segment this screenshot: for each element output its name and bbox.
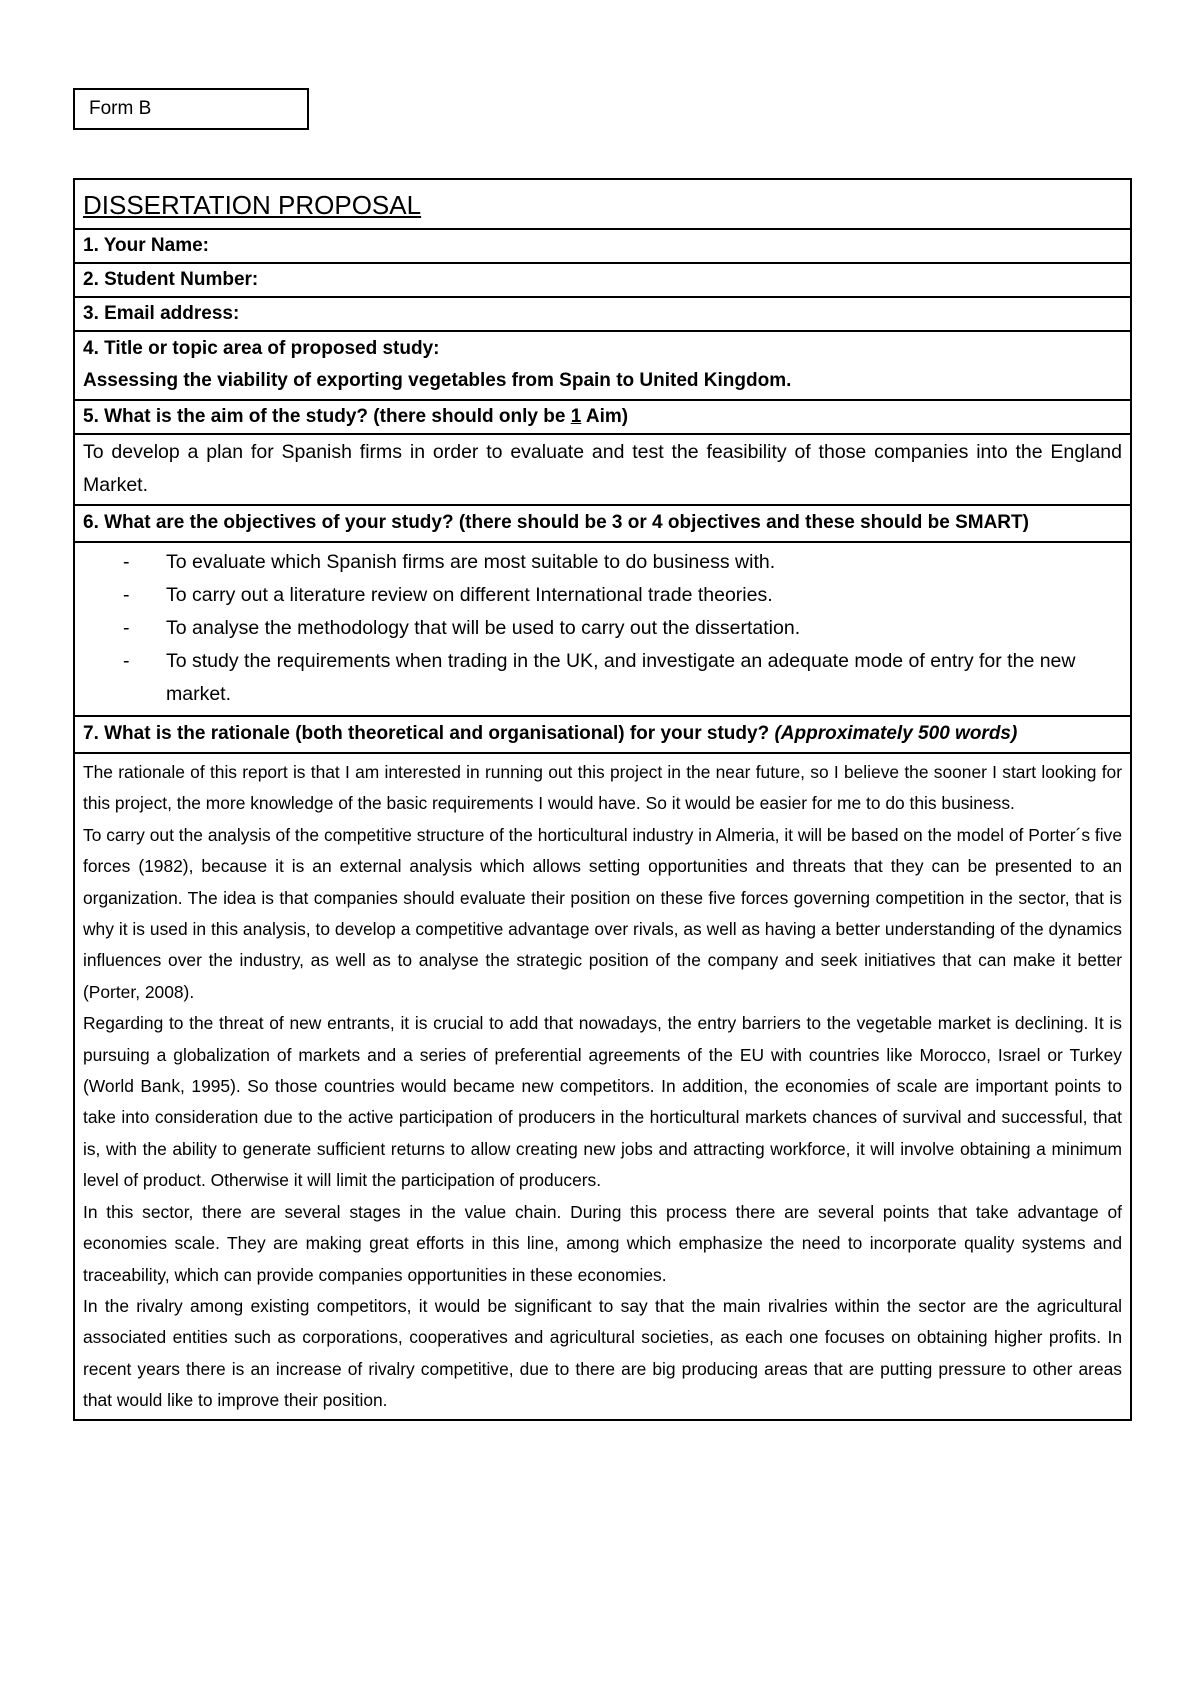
student-number-field-row[interactable] [75,262,1130,296]
list-item: - To carry out a literature review on different International trade theories. [123,579,1122,612]
q6-label-row [75,504,1130,541]
q4-answer: Assessing the viability of exporting vegetables from Spain to United Kingdom. [83,370,792,391]
q5-answer-row [75,433,1130,504]
email-field-row[interactable] [75,296,1130,330]
list-item: - To study the requirements when trading in the UK, and investigate an adequate mode of entry for the new market. [123,645,1122,711]
q5-label-row [75,399,1130,433]
page-title: DISSERTATION PROPOSAL [83,190,422,220]
q6-label: 6. What are the objectives of your study? (there should be 3 or 4 objectives and these should be SMART) [83,512,1029,533]
q4-row [75,330,1130,399]
proposal-table [73,178,1132,1421]
student-number-field-label: 2. Student Number: [83,269,259,290]
email-field-label: 3. Email address: [83,303,240,324]
rationale-paragraph: Regarding to the threat of new entrants, it is crucial to add that nowadays, the entry barriers to the vegetable market is declining. It is pursuing a globalization of markets and a series of preferential agreements of the EU with countries like Morocco, Israel or Turkey (World Bank, 1995). So those countries would became new competitors. In addition, the economies of scale are important points to take into consideration due to the active participation of producers in the horticultural markets chances of survival and successful, that is, with the ability to generate sufficient returns to allow creating new jobs and attracting workforce, it will involve obtaining a minimum level of product. Otherwise it will limit the participation of producers. [83,1013,1122,1191]
q5-label-after: Aim) [581,406,629,427]
name-field-label: 1. Your Name: [83,235,210,256]
rationale-paragraph: In this sector, there are several stages in the value chain. During this process there are several points that take advantage of economies scale. They are making great efforts in this line, among which emphasize the need to incorporate quality systems and traceability, which can provide companies opportunities in these economies. [83,1201,1122,1285]
rationale-paragraph: In the rivalry among existing competitors, it would be significant to say that the main rivalries within the sector are the agricultural associated entities such as corporations, cooperatives and agricultural societies, as each one focuses on obtaining higher profits. In recent years there is an increase of rivalry competitive, due to there are big producing areas that are putting pressure to other areas that would like to improve their position. [83,1295,1122,1411]
form-label-box [73,88,309,130]
name-field-row[interactable] [75,228,1130,262]
objectives-list [83,544,1122,713]
q7-label-note: (Approximately 500 words) [774,723,1018,744]
form-label: Form B [89,98,152,119]
q7-rationale-row [75,752,1130,1419]
rationale-paragraph: The rationale of this report is that I am interested in running out this project in the near future, so I believe the sooner I start looking for this project, the more knowledge of the basic requirements I would have. So it would be easier for me to do this business. [83,762,1122,814]
q6-objectives-row [75,541,1130,715]
q7-label: 7. What is the rationale (both theoretical and organisational) for your study? [83,723,775,744]
list-item: - To evaluate which Spanish firms are most suitable to do business with. [123,546,1122,579]
q5-label-num: 1 [570,406,582,427]
rationale-paragraph: To carry out the analysis of the competitive structure of the horticultural industry in Almeria, it will be based on the model of Porter´s five forces (1982), because it is an external analysis which allows setting opportunities and threats that they can be presented to an organization. The idea is that companies should evaluate their position on these five forces governing competition in the sector, that is why it is used in this analysis, to develop a competitive advantage over rivals, as well as having a better understanding of the dynamics influences over the industry, as well as to analyse the strategic position of the company and seek initiatives that can make it better (Porter, 2008). [83,824,1122,1002]
q4-label: 4. Title or topic area of proposed study: [83,338,440,359]
list-item: - To analyse the methodology that will be used to carry out the dissertation. [123,612,1122,645]
q5-label-before: 5. What is the aim of the study? (there should only be [83,406,571,427]
q7-label-row [75,715,1130,752]
q5-answer: To develop a plan for Spanish firms in order to evaluate and test the feasibility of those companies into the England Market. [83,441,1122,496]
title-row [75,180,1130,228]
